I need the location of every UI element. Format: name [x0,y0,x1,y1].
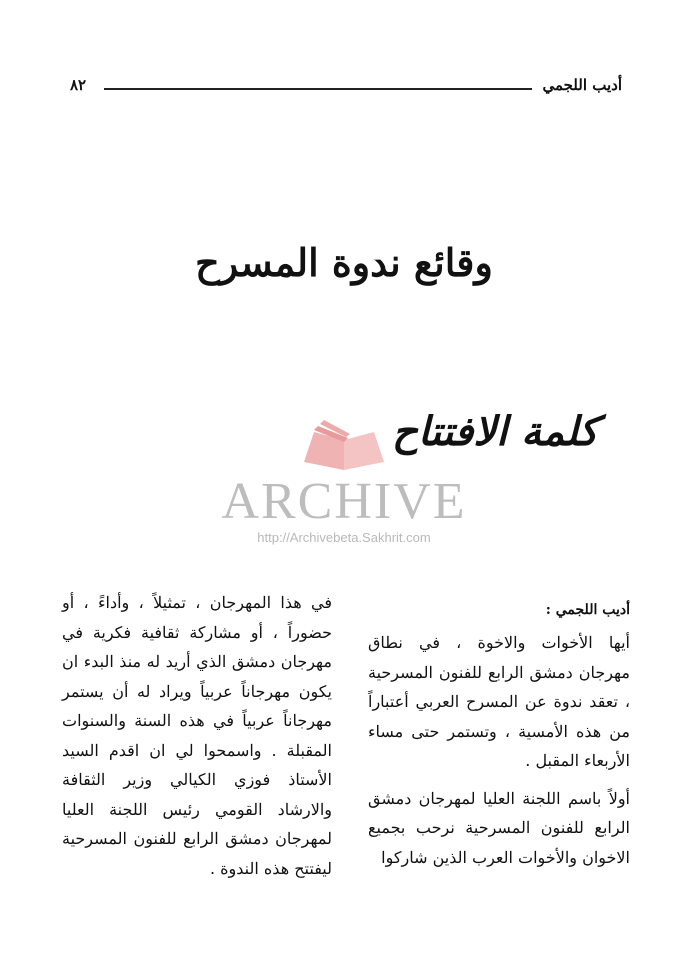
paragraph: في هذا المهرجان ، تمثيلاً ، وأداءً ، أو حضوراً ، أو مشاركة ثقافية فكرية في مهرجان دمشق الذي أريد له منذ البدء ان يكون مهرجاناً عربياً ويراد له أن يستمر مهرجاناً عربياً في هذه السنة والسنوات المقبلة . واسمحوا لي ان اقدم السيد الأستاذ فوزي الكيالي وزير الثقافة والارشاد القومي رئيس اللجنة العليا لمهرجان دمشق الرابع للفنون المسرحية ليفتتح هذه الندوة . [62,593,332,878]
page-title: وقائع ندوة المسرح [195,240,493,285]
watermark-text: ARCHIVE [221,473,467,530]
text-column-left [62,588,332,883]
paragraph: أيها الأخوات والاخوة ، في نطاق مهرجان دمشق الرابع للفنون المسرحية ، تعقد ندوة عن المسرح العربي أعتباراً من هذه الأمسية ، وتستمر حتى مساء الأربعاء المقبل . [368,633,630,770]
book-logo-icon [284,418,404,478]
section-heading: كلمة الافتتاح [392,408,598,455]
page-number: ٨٢ [70,76,87,94]
watermark-url: http://Archivebeta.Sakhrit.com [257,530,431,545]
header-rule [104,88,532,90]
paragraph: أولاً باسم اللجنة العليا لمهرجان دمشق الرابع للفنون المسرحية نرحب بجميع الاخوان والأخوات العرب الذين شاركوا [368,788,630,867]
text-column-right [368,598,630,872]
running-header-author: أديب اللجمي [542,76,622,94]
speaker-name: أديب اللجمي : [545,602,630,618]
page-header [70,72,622,102]
